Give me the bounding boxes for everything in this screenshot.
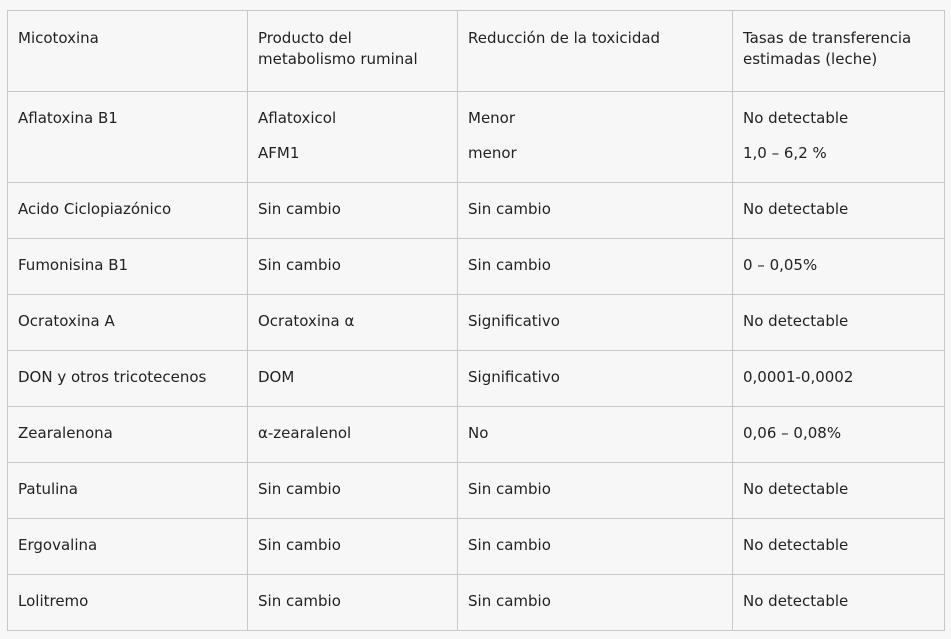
cell-micotoxina (8, 575, 248, 631)
cell-tasa-text: No detectable (743, 109, 849, 127)
cell-micotoxina-text: DON y otros tricotecenos (18, 368, 207, 386)
mycotoxin-table (7, 10, 945, 631)
cell-reduccion (458, 92, 733, 183)
cell-tasa-text: 0,0001-0,0002 (743, 368, 854, 386)
cell-micotoxina-text: Ocratoxina A (18, 312, 115, 330)
cell-producto-text: Ocratoxina α (258, 312, 355, 330)
cell-micotoxina-text: Patulina (18, 480, 78, 498)
cell-tasa (733, 295, 945, 351)
cell-tasa-text: No detectable (743, 312, 849, 330)
cell-producto-text: Aflatoxicol (258, 109, 337, 127)
cell-micotoxina-text: Lolitremo (18, 592, 89, 610)
cell-producto (248, 183, 458, 239)
header-reduccion: Reducción de la toxicidad (458, 11, 733, 92)
table-row (8, 575, 945, 631)
table-row (8, 407, 945, 463)
cell-micotoxina (8, 463, 248, 519)
cell-producto (248, 519, 458, 575)
cell-reduccion (458, 239, 733, 295)
cell-tasa (733, 463, 945, 519)
cell-producto-text: Sin cambio (258, 200, 341, 218)
cell-reduccion-text: Significativo (468, 368, 560, 386)
cell-micotoxina (8, 239, 248, 295)
cell-producto-text: Sin cambio (258, 480, 341, 498)
cell-producto (248, 239, 458, 295)
cell-reduccion-text: Significativo (468, 312, 560, 330)
cell-reduccion (458, 575, 733, 631)
table-row (8, 351, 945, 407)
table-row (8, 183, 945, 239)
cell-micotoxina (8, 351, 248, 407)
cell-reduccion-text: Sin cambio (468, 480, 551, 498)
cell-tasa-text: No detectable (743, 480, 849, 498)
table-header-row (8, 11, 945, 92)
cell-micotoxina-text: Aflatoxina B1 (18, 109, 118, 127)
cell-tasa (733, 575, 945, 631)
cell-micotoxina-text: Fumonisina B1 (18, 256, 129, 274)
cell-reduccion-text: menor (468, 144, 517, 162)
cell-tasa (733, 92, 945, 183)
cell-tasa-text: No detectable (743, 592, 849, 610)
cell-producto-text: Sin cambio (258, 256, 341, 274)
cell-reduccion (458, 519, 733, 575)
header-tasa: Tasas de transferencia estimadas (leche) (733, 11, 945, 92)
header-micotoxina: Micotoxina (8, 11, 248, 92)
cell-reduccion (458, 295, 733, 351)
cell-tasa-text: No detectable (743, 200, 849, 218)
cell-producto-text: DOM (258, 368, 295, 386)
cell-reduccion-text: Sin cambio (468, 592, 551, 610)
cell-reduccion-text: Sin cambio (468, 536, 551, 554)
cell-tasa (733, 239, 945, 295)
table-row (8, 92, 945, 183)
cell-producto-text: α-zearalenol (258, 424, 352, 442)
cell-producto-text: Sin cambio (258, 592, 341, 610)
cell-producto (248, 295, 458, 351)
table-row (8, 463, 945, 519)
cell-producto-text: AFM1 (258, 144, 300, 162)
cell-tasa (733, 183, 945, 239)
cell-tasa-text: 0 – 0,05% (743, 256, 818, 274)
cell-tasa-text: 1,0 – 6,2 % (743, 144, 827, 162)
cell-tasa-text: No detectable (743, 536, 849, 554)
cell-producto (248, 407, 458, 463)
cell-producto (248, 92, 458, 183)
cell-micotoxina-text: Ergovalina (18, 536, 98, 554)
cell-reduccion (458, 351, 733, 407)
cell-producto (248, 463, 458, 519)
cell-micotoxina (8, 519, 248, 575)
cell-reduccion (458, 183, 733, 239)
cell-reduccion-text: No (468, 424, 489, 442)
cell-tasa (733, 519, 945, 575)
cell-reduccion-text: Menor (468, 109, 516, 127)
cell-tasa-text: 0,06 – 0,08% (743, 424, 842, 442)
table-row (8, 519, 945, 575)
cell-micotoxina (8, 407, 248, 463)
cell-micotoxina (8, 295, 248, 351)
header-producto: Producto del metabolismo ruminal (248, 11, 458, 92)
cell-tasa (733, 407, 945, 463)
cell-micotoxina (8, 92, 248, 183)
cell-tasa (733, 351, 945, 407)
cell-reduccion (458, 407, 733, 463)
cell-producto-text: Sin cambio (258, 536, 341, 554)
cell-producto (248, 575, 458, 631)
cell-reduccion (458, 463, 733, 519)
cell-producto (248, 351, 458, 407)
cell-micotoxina-text: Acido Ciclopiazónico (18, 200, 172, 218)
cell-reduccion-text: Sin cambio (468, 256, 551, 274)
cell-reduccion-text: Sin cambio (468, 200, 551, 218)
table-row (8, 239, 945, 295)
cell-micotoxina (8, 183, 248, 239)
cell-micotoxina-text: Zearalenona (18, 424, 113, 442)
table-row (8, 295, 945, 351)
